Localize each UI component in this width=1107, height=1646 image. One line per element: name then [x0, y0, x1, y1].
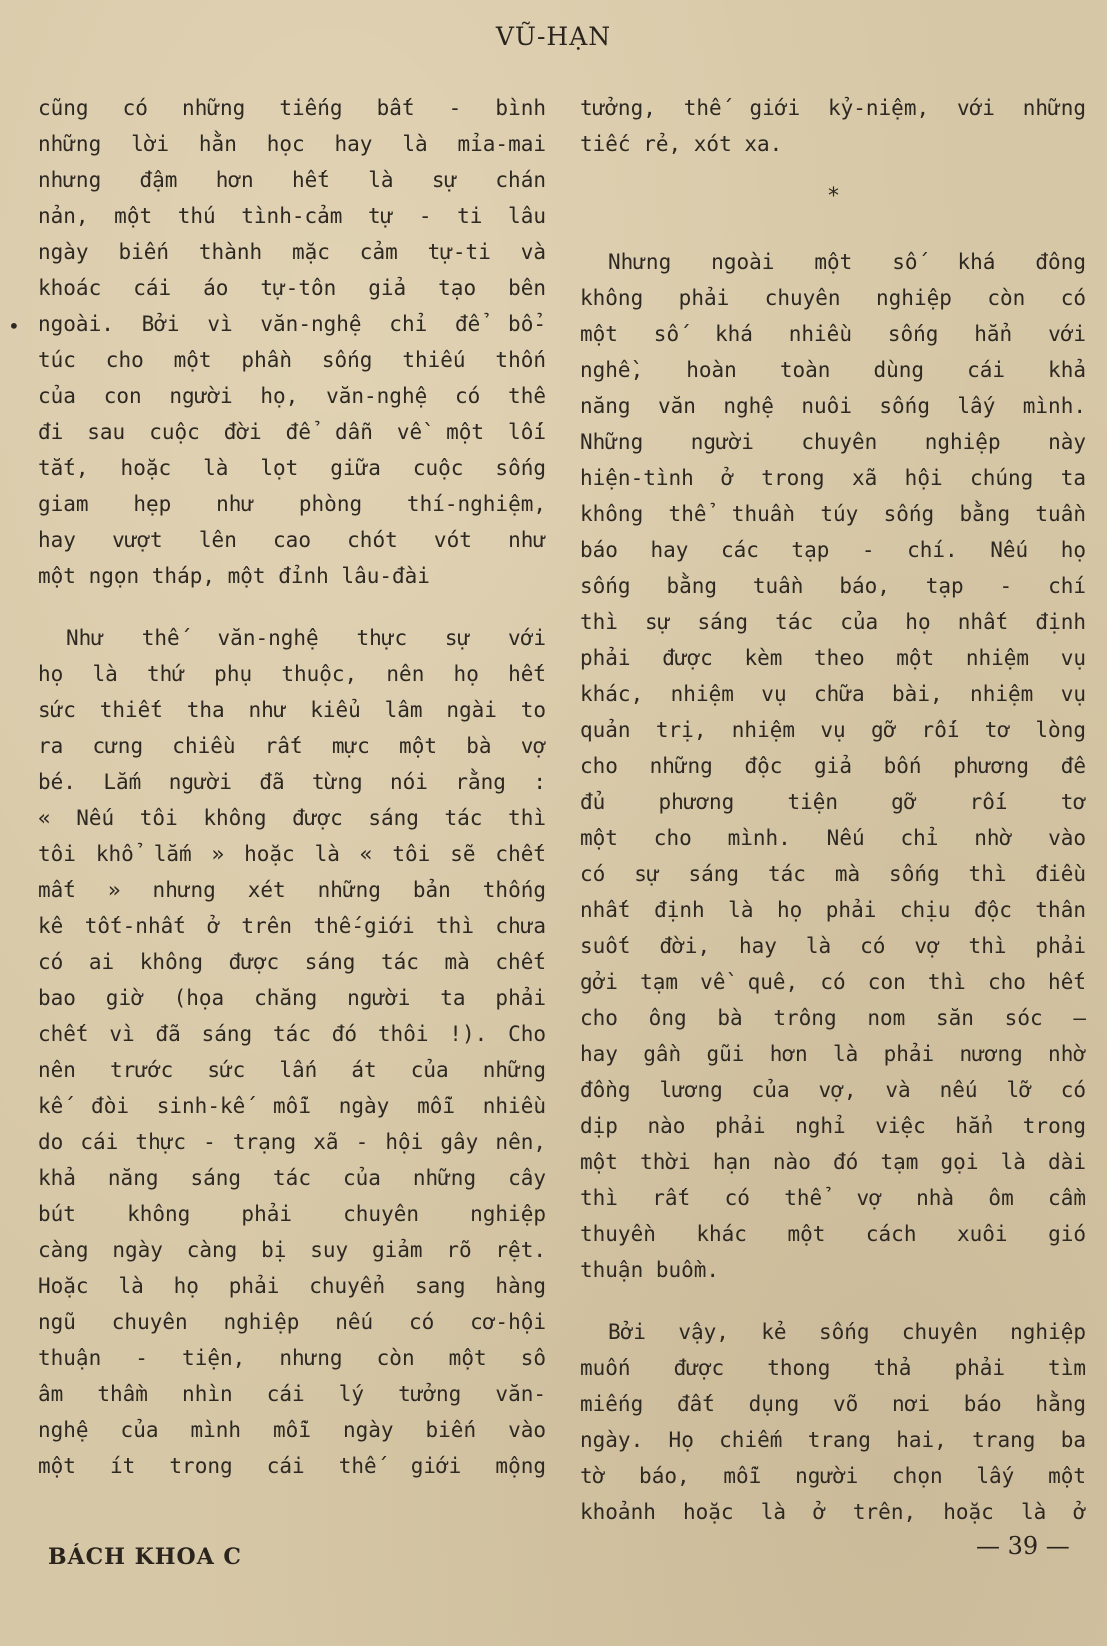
text-line: hiện-tình ở trong xã hội chúng ta	[580, 466, 1086, 490]
text-line: ngày biến thành mặc cảm tự-ti và	[38, 240, 546, 264]
text-line: khác, nhiệm vụ chữa bài, nhiệm vụ	[580, 682, 1086, 706]
text-line: thuyền khác một cách xuôi gió	[580, 1222, 1086, 1246]
text-line: âm thầm nhìn cái lý tưởng văn-	[38, 1382, 546, 1406]
text-line: của con người họ, văn-nghệ có thể	[38, 384, 546, 408]
text-line: muốn được thong thả phải tìm	[580, 1356, 1086, 1380]
text-line: suốt đời, hay là có vợ thì phải	[580, 934, 1086, 958]
text-line: nhưng đậm hơn hết là sự chán	[38, 168, 546, 192]
page-header-author: VŨ-HẠN	[495, 22, 612, 51]
text-line: tưởng, thế giới kỷ-niệm, với những	[580, 96, 1086, 120]
text-line: bé. Lắm người đã từng nói rằng :	[38, 770, 546, 794]
right-opening-lines	[580, 90, 1086, 162]
text-line: Nhưng ngoài một số khá đông	[608, 250, 1086, 274]
right-paragraph-1	[580, 244, 1086, 1288]
text-line: kê tốt-nhất ở trên thế-giới thì chưa	[38, 914, 546, 938]
left-paragraph-1	[38, 90, 546, 594]
text-line: giam hẹp như phòng thí-nghiệm,	[38, 492, 546, 516]
text-line: kế đòi sinh-kế mỗi ngày mỗi nhiều	[38, 1094, 546, 1118]
text-line: cho những độc giả bốn phương để	[580, 754, 1086, 778]
text-line: càng ngày càng bị suy giảm rõ rệt.	[38, 1238, 546, 1262]
text-line: khoác cái áo tự-tôn giả tạo bên	[38, 276, 546, 300]
text-line: Hoặc là họ phải chuyển sang hàng	[38, 1274, 546, 1298]
text-line: dịp nào phải nghỉ việc hẳn trong	[580, 1114, 1086, 1138]
text-line: báo hay các tạp - chí. Nếu họ	[580, 538, 1086, 562]
text-line: hay gần gũi hơn là phải nương nhờ	[580, 1042, 1086, 1066]
text-line: không thể thuần túy sống bằng tuần	[580, 502, 1086, 526]
text-line: thuận buồm.	[580, 1258, 720, 1282]
text-line: ngũ chuyên nghiệp nếu có cơ-hội	[38, 1310, 546, 1334]
right-column	[580, 90, 1086, 1530]
text-line: một cho mình. Nếu chỉ nhờ vào	[580, 826, 1086, 850]
text-line: túc cho một phần sống thiếu thốn	[38, 348, 546, 372]
text-line: nên trước sức lấn át của những	[38, 1058, 546, 1082]
text-line: có sự sáng tác mà sống thì điều	[580, 862, 1086, 886]
text-line: « Nếu tôi không được sáng tác thì	[38, 806, 546, 830]
text-line: cho ông bà trông nom săn sóc —	[580, 1006, 1086, 1030]
text-line: khả năng sáng tác của những cây	[38, 1166, 546, 1190]
text-line: Những người chuyên nghiệp này	[580, 430, 1086, 454]
text-line: bao giờ (họa chăng người ta phải	[38, 986, 546, 1010]
text-line: thuận - tiện, nhưng còn một số	[38, 1346, 546, 1370]
right-paragraph-2	[580, 1314, 1086, 1530]
text-line: khoảnh hoặc là ở trên, hoặc là ở	[580, 1500, 1086, 1524]
text-line: có ai không được sáng tác mà chết	[38, 950, 546, 974]
text-line: tắt, hoặc là lọt giữa cuộc sống	[38, 456, 546, 480]
text-line: ra cưng chiều rất mực một bà vợ	[38, 734, 546, 758]
footer-page-number: — 39 —	[976, 1532, 1070, 1560]
text-line: họ là thứ phụ thuộc, nên họ hết	[38, 662, 546, 686]
text-line: nhất định là họ phải chịu độc thân	[580, 898, 1086, 922]
text-line: miếng đất dụng võ nơi báo hằng	[580, 1392, 1086, 1416]
text-line: đi sau cuộc đời để dẫn về một lối	[38, 420, 546, 444]
text-line: Như thế văn-nghệ thực sự với	[66, 626, 546, 650]
text-line: một ít trong cái thế giới mộng	[38, 1454, 546, 1478]
text-line: ngày. Họ chiếm trang hai, trang ba	[580, 1428, 1086, 1452]
text-line: đủ phương tiện gỡ rối tơ	[580, 790, 1086, 814]
text-line: nghệ của mình mỗi ngày biến vào	[38, 1418, 546, 1442]
text-line: tờ báo, mỗi người chọn lấy một	[580, 1464, 1086, 1488]
text-line: tôi khổ lắm » hoặc là « tôi sẽ chết	[38, 842, 546, 866]
text-line: sức thiết tha như kiểu lâm ngài to	[38, 698, 546, 722]
text-line: hay vượt lên cao chót vót như	[38, 528, 546, 552]
text-line: sống bằng tuần báo, tạp - chí	[580, 574, 1086, 598]
text-line: do cái thực - trạng xã - hội gây nên,	[38, 1130, 546, 1154]
text-line: bút không phải chuyên nghiệp	[38, 1202, 546, 1226]
text-line: phải được kèm theo một nhiệm vụ	[580, 646, 1086, 670]
text-line: tiếc rẻ, xót xa.	[580, 132, 783, 156]
text-line: quản trị, nhiệm vụ gỡ rối tơ lòng	[580, 718, 1086, 742]
text-line: chết vì đã sáng tác đó thôi !). Cho	[38, 1022, 546, 1046]
text-line: một ngọn tháp, một đỉnh lâu-đài	[38, 564, 430, 588]
text-line: nản, một thú tình-cảm tự - ti lâu	[38, 204, 546, 228]
text-line: cũng có những tiếng bất - bình	[38, 96, 546, 120]
text-line: năng văn nghệ nuôi sống lấy mình.	[580, 394, 1086, 418]
text-line: một thời hạn nào đó tạm gọi là dài	[580, 1150, 1086, 1174]
left-paragraph-2	[38, 620, 546, 1484]
footer-publication-name: BÁCH KHOA C	[48, 1544, 242, 1570]
text-line: thì rất có thể vợ nhà ôm cầm	[580, 1186, 1086, 1210]
section-separator-star: *	[828, 184, 839, 209]
text-line: Bởi vậy, kẻ sống chuyên nghiệp	[608, 1320, 1086, 1344]
text-line: mất » nhưng xét những bản thống	[38, 878, 546, 902]
text-line: những lời hằn học hay là mỉa-mai	[38, 132, 546, 156]
text-line: không phải chuyên nghiệp còn có	[580, 286, 1086, 310]
text-line: một số khá nhiều sống hẳn với	[580, 322, 1086, 346]
text-line: ngoài. Bởi vì văn-nghệ chỉ để bổ-	[38, 312, 546, 336]
margin-bullet-mark: •	[8, 314, 20, 338]
text-line: đồng lương của vợ, và nếu lỡ có	[580, 1078, 1086, 1102]
text-line: thì sự sáng tác của họ nhất định	[580, 610, 1086, 634]
text-line: gởi tạm về quê, có con thì cho hết	[580, 970, 1086, 994]
text-line: nghề, hoàn toàn dùng cái khả	[580, 358, 1086, 382]
left-column	[38, 90, 546, 1484]
